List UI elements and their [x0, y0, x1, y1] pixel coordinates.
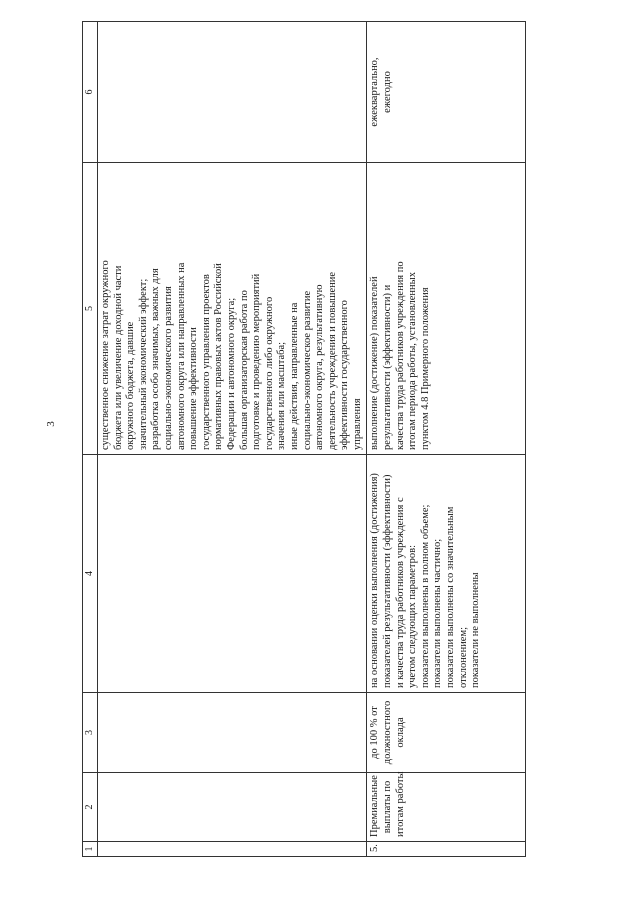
rotated-table-container [82, 22, 526, 857]
header-cell-1: 1 [83, 842, 98, 857]
table-header-row [83, 22, 98, 857]
table-row-5 [367, 22, 526, 857]
payments-table [82, 21, 526, 857]
payment-criteria-cell: выполнение (достижение) показателей результативности (эффективности) и качества труда работников учреждения по итогам периода работы, установленных пунктом 4.8 Примерного положения [367, 163, 526, 455]
table-row-continuation [98, 22, 367, 857]
payment-type-cell: Премиальные выплаты по итогам работы [367, 773, 526, 842]
payment-amount-cell: до 100 % от должностного оклада [367, 693, 526, 773]
header-cell-5: 5 [83, 163, 98, 455]
criteria-continuation-cell: существенное снижение затрат окружного бюджета или увеличение доходной части окружного бюджета, давшие значительный экономический эффект; разработка особо значимых, важных для социально-экономического развития автономного округа или направленных на повышение эффективности государственного управления проектов нормативных правовых актов Российской Федерации и автономного округа; большая организаторская работа по подготовке и проведению мероприятий государственного либо окружного значения или масштаба; иные действия, направленные на социально-экономическое развитие автономного округа, результативную деятельность учреждения и повышение эффективности государственного управления [98, 163, 367, 455]
header-cell-3: 3 [83, 693, 98, 773]
page-number: 3 [44, 421, 57, 427]
header-cell-6: 6 [83, 22, 98, 163]
header-cell-4: 4 [83, 455, 98, 693]
payment-conditions-cell: на основании оценки выполнения (достижения) показателей результативности (эффективности) и качества труда работников учреждения с учетом следующих параметров: показатели выполнены в полном объеме; показатели выполнены частично; показатели выполнены со значительным отклонением; показатели не выполнены [367, 455, 526, 693]
periodicity-cell: ежеквартально, ежегодно [367, 22, 526, 163]
row-number: 5. [367, 842, 526, 857]
header-cell-2: 2 [83, 773, 98, 842]
